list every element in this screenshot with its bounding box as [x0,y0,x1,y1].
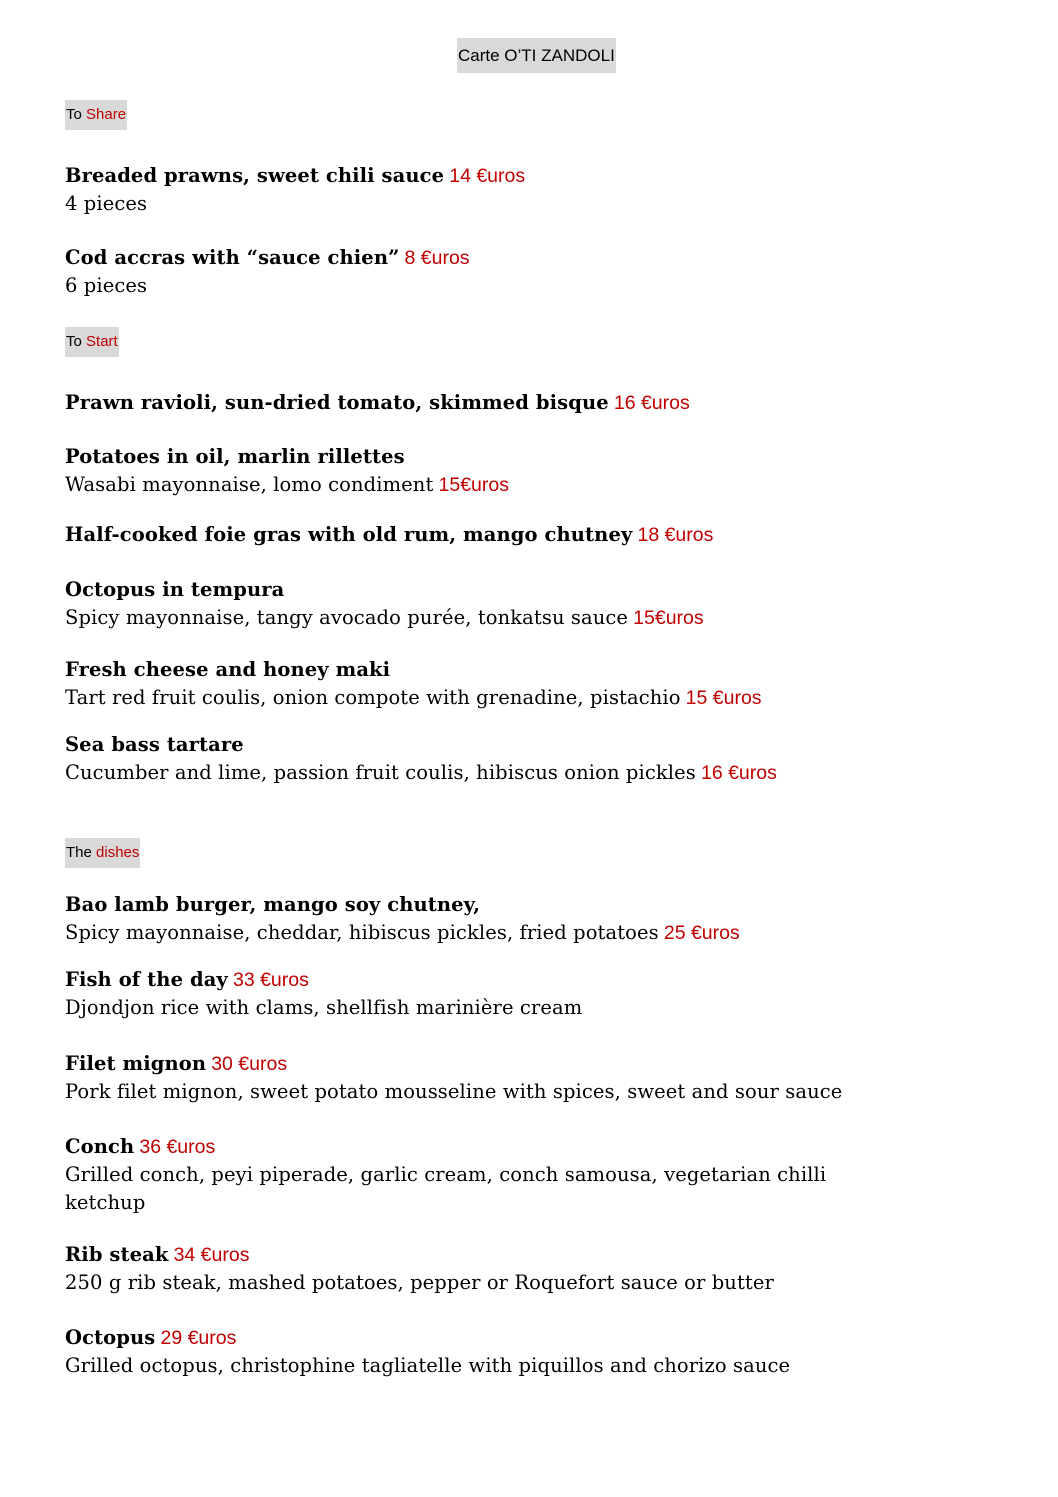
item-price: 33 €uros [232,969,309,991]
menu-item-sea-bass-tartare [65,731,777,787]
item-description: Spicy mayonnaise, cheddar, hibiscus pickles, fried potatoes [65,921,659,944]
item-description: Wasabi mayonnaise, lomo condiment [65,473,434,496]
item-description: Grilled conch, peyi piperade, garlic cream, conch samousa, vegetarian chilli [65,1163,827,1186]
item-price: 16 €uros [613,392,690,414]
item-description: 250 g rib steak, mashed potatoes, pepper or Roquefort sauce or butter [65,1271,774,1294]
menu-item-cheese-honey-maki [65,656,762,712]
item-name: Prawn ravioli, sun-dried tomato, skimmed bisque [65,391,609,414]
menu-item-rib-steak [65,1241,774,1297]
item-name: Rib steak [65,1243,169,1266]
section-header-to-start [65,327,119,357]
menu-item-prawn-ravioli [65,389,690,417]
item-name: Octopus [65,1326,156,1349]
item-description-continued: ketchup [65,1191,146,1214]
item-price: 15 €uros [685,687,762,709]
item-description: Grilled octopus, christophine tagliatelle with piquillos and chorizo sauce [65,1354,791,1377]
section-prefix: To [66,333,82,350]
section-prefix: To [66,106,82,123]
item-price: 16 €uros [700,762,777,784]
item-price: 29 €uros [160,1327,237,1349]
item-name: Sea bass tartare [65,733,244,756]
section-header-to-share [65,100,127,130]
item-price: 36 €uros [139,1136,216,1158]
item-name: Bao lamb burger, mango soy chutney, [65,893,481,916]
item-price: 25 €uros [663,922,740,944]
item-name: Potatoes in oil, marlin rillettes [65,445,405,468]
item-price: 14 €uros [449,165,526,187]
item-price: 30 €uros [211,1053,288,1075]
menu-item-fish-of-the-day [65,966,582,1022]
item-description: Cucumber and lime, passion fruit coulis, hibiscus onion pickles [65,761,696,784]
item-name: Half-cooked foie gras with old rum, mango chutney [65,523,633,546]
section-word: Share [86,106,127,123]
item-name: Fish of the day [65,968,228,991]
item-price: 18 €uros [637,524,714,546]
section-word: Start [86,333,118,350]
item-name: Fresh cheese and honey maki [65,658,391,681]
menu-item-conch [65,1133,826,1217]
item-description: Spicy mayonnaise, tangy avocado purée, tonkatsu sauce [65,606,629,629]
menu-item-potatoes-in-oil [65,443,509,499]
menu-item-filet-mignon [65,1050,842,1106]
item-name: Conch [65,1135,135,1158]
menu-title: Carte O’TI ZANDOLI [457,38,616,73]
menu-item-cod-accras [65,244,470,300]
item-description: Pork filet mignon, sweet potato mousseline with spices, sweet and sour sauce [65,1080,843,1103]
item-name: Octopus in tempura [65,578,285,601]
section-header-the-dishes [65,838,140,868]
item-description: Tart red fruit coulis, onion compote with grenadine, pistachio [65,686,681,709]
item-description: 6 pieces [65,274,148,297]
menu-item-breaded-prawns [65,162,525,218]
item-description: Djondjon rice with clams, shellfish marinière cream [65,996,583,1019]
item-price: 8 €uros [404,247,470,269]
item-name: Cod accras with “sauce chien” [65,246,400,269]
section-prefix: The [66,844,92,861]
section-word: dishes [96,844,140,861]
item-description: 4 pieces [65,192,148,215]
item-price: 15€uros [633,607,704,629]
item-name: Filet mignon [65,1052,207,1075]
item-price: 15€uros [438,474,509,496]
menu-item-bao-lamb-burger [65,891,740,947]
item-name: Breaded prawns, sweet chili sauce [65,164,445,187]
menu-item-octopus [65,1324,790,1380]
menu-item-foie-gras [65,521,713,549]
item-price: 34 €uros [173,1244,250,1266]
menu-item-octopus-tempura [65,576,704,632]
